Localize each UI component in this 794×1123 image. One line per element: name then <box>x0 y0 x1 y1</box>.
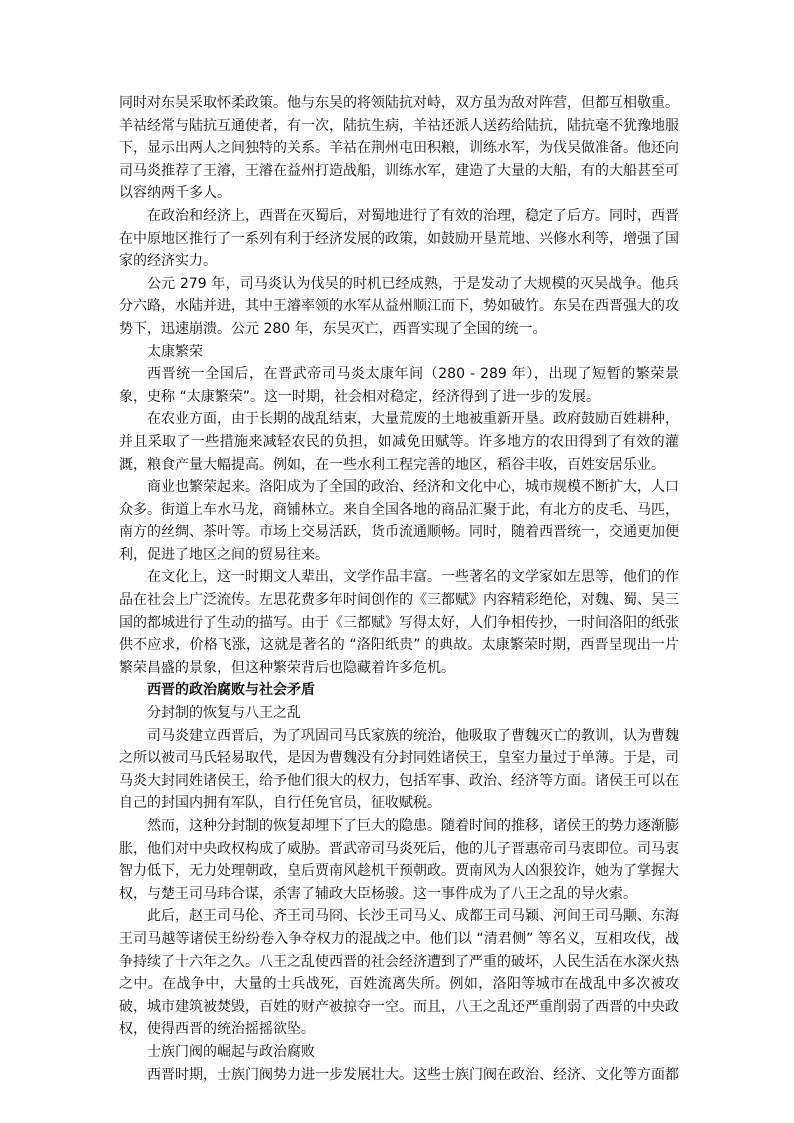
section-heading-corruption: 西晋的政治腐败与社会矛盾 <box>147 682 315 699</box>
paragraph-politics-economy: 在政治和经济上，西晋在灭蜀后，对蜀地进行了有效的治理，稳定了后方。同时，西晋在中原地区推行了一系列有利于经济发展的政策，如鼓励开垦荒地、兴修水利等，增强了国家的经济实力。 <box>119 207 679 270</box>
paragraph-hidden-danger: 然而，这种分封制的恢复却埋下了巨大的隐患。随着时间的推移，诸侯王的势力逐渐膨胀，他们对中央政权构成了威胁。晋武帝司马炎死后，他的儿子晋惠帝司马衷即位。司马衷智力低下，无力处理朝政，皇后贾南风趁机干预朝政。贾南风为人凶狠狡诈，她为了掌握大权，与楚王司马玮合谋，杀害了辅政大臣杨骏。这一事件成为了八王之乱的导火索。 <box>119 818 679 902</box>
paragraph-conquest-of-wu: 公元 279 年，司马炎认为伐吴的时机已经成熟，于是发动了大规模的灭吴战争。他兵分六路，水陆并进，其中王濬率领的水军从益州顺江而下，势如破竹。东吴在西晋强大的攻势下，迅速崩溃。公元 280 年，东吴灭亡，西晋实现了全国的统一。 <box>119 275 679 337</box>
subheading-taikang-prosperity: 太康繁荣 <box>147 343 203 360</box>
subheading-aristocratic-clans: 士族门阀的崛起与政治腐败 <box>147 1043 315 1060</box>
paragraph-enfeoffment: 司马炎建立西晋后，为了巩固司马氏家族的统治，他吸取了曹魏灭亡的教训，认为曹魏之所以被司马氏轻易取代，是因为曹魏没有分封同姓诸侯王，皇室力量过于单薄。于是，司马炎大封同姓诸侯王，给予他们很大的权力，包括军事、政治、经济等方面。诸侯王可以在自己的封国内拥有军队，自行任免官员，征收赋税。 <box>119 727 679 812</box>
paragraph-culture: 在文化上，这一时期文人辈出，文学作品丰富。一些著名的文学家如左思等，他们的作品在社会上广泛流传。左思花费多年时间创作的《三都赋》内容精彩绝伦，对魏、蜀、吴三国的都城进行了生动的描写。由于《三都赋》写得太好，人们争相传抄，一时间洛阳的纸张供不应求，价格飞涨，这就是著名的 “洛阳纸贵” 的典故。太康繁荣时期，西晋呈现出一片繁荣昌盛的景象，但这种繁荣背后也隐藏着许多危机。 <box>119 569 679 676</box>
paragraph-war-of-eight-princes: 此后，赵王司马伦、齐王司马冏、长沙王司马乂、成都王司马颖、河间王司马颙、东海王司马越等诸侯王纷纷卷入争夺权力的混战之中。他们以 “清君侧” 等名义，互相攻伐，战争持续了十六年之久。八王之乱使西晋的社会经济遭到了严重的破坏，人民生活在水深火热之中。在战争中，大量的士兵战死，百姓流离失所。例如，洛阳等城市在战乱中多次被攻破，城市建筑被焚毁，百姓的财产被掠夺一空。而且，八王之乱还严重削弱了西晋的中央政权，使得西晋的统治摇摇欲坠。 <box>119 908 679 1038</box>
paragraph-commerce: 商业也繁荣起来。洛阳成为了全国的政治、经济和文化中心，城市规模不断扩大，人口众多。街道上车水马龙，商铺林立。来自全国各地的商品汇聚于此，有北方的皮毛、马匹，南方的丝绸、茶叶等。市场上交易活跃，货币流通顺畅。同时，随着西晋统一，交通更加便利，促进了地区之间的贸易往来。 <box>119 479 679 563</box>
document-page <box>119 92 679 1086</box>
paragraph-taikang-intro: 西晋统一全国后，在晋武帝司马炎太康年间（280 - 289 年），出现了短暂的繁荣景象，史称 “太康繁荣”。这一时期，社会相对稳定，经济得到了进一步的发展。 <box>119 366 679 405</box>
subheading-enfeoffment: 分封制的恢复与八王之乱 <box>147 705 301 722</box>
paragraph-agriculture: 在农业方面，由于长期的战乱结束，大量荒废的土地被重新开垦。政府鼓励百姓耕种，并且采取了一些措施来减轻农民的负担，如减免田赋等。许多地方的农田得到了有效的灌溉，粮食产量大幅提高。例如，在一些水利工程完善的地区，稻谷丰收，百姓安居乐业。 <box>119 411 679 473</box>
paragraph-aristocratic-clans: 西晋时期，士族门阀势力进一步发展壮大。这些士族门阀在政治、经济、文化等方面都 <box>147 1066 679 1083</box>
paragraph-yanghu: 同时对东吴采取怀柔政策。他与东吴的将领陆抗对峙，双方虽为敌对阵营，但都互相敬重。羊祜经常与陆抗互通使者，有一次，陆抗生病，羊祜还派人送药给陆抗，陆抗毫不犹豫地服下，显示出两人之间独特的关系。羊祜在荆州屯田积粮，训练水军，为伐吴做准备。他还向司马炎推荐了王濬，王濬在益州打造战船，训练水军，建造了大量的大船，有的大船甚至可以容纳两千多人。 <box>119 95 679 202</box>
